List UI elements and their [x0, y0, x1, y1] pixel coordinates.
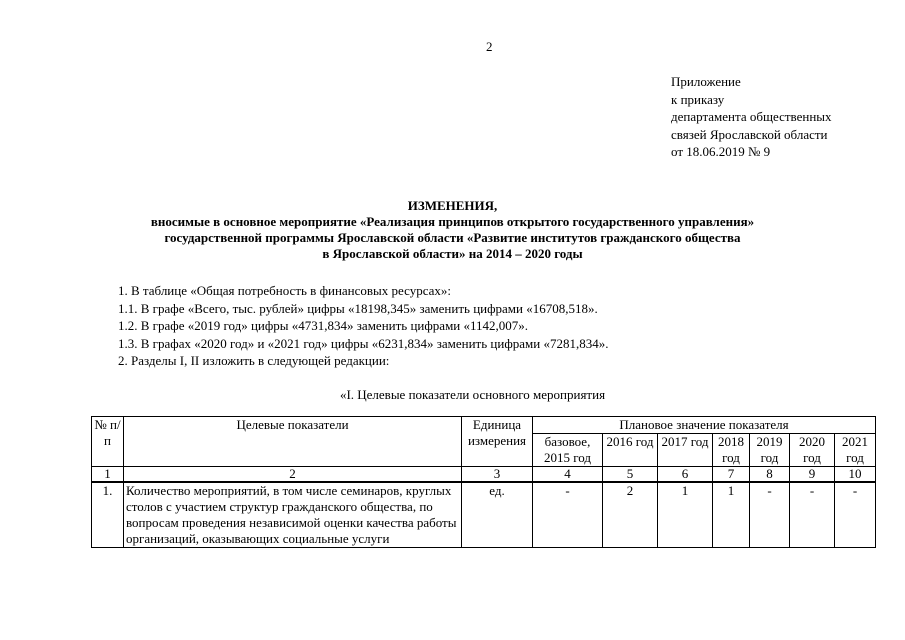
title-line: вносимые в основное мероприятие «Реализация принципов открытого государственного управления» — [150, 214, 755, 229]
row-value: 2 — [603, 482, 658, 548]
col-number: 9 — [790, 467, 835, 483]
header-year: 2018 год — [713, 434, 750, 467]
title-line: государственной программы Ярославской области «Развитие институтов гражданского общества — [164, 230, 741, 245]
row-num: 1. — [92, 482, 124, 548]
header-num: № п/п — [92, 417, 124, 467]
change-item: 1.1. В графе «Всего, тыс. рублей» цифры «18198,345» заменить цифрами «16708,518». — [118, 300, 598, 316]
col-number: 8 — [750, 467, 790, 483]
col-number: 7 — [713, 467, 750, 483]
appendix-block — [671, 73, 832, 161]
row-value: - — [790, 482, 835, 548]
appendix-line: от 18.06.2019 № 9 — [671, 144, 771, 160]
changes-list — [118, 282, 608, 370]
change-item: 1.3. В графах «2020 год» и «2021 год» цифры «6231,834» заменить цифрами «7281,834». — [118, 335, 609, 351]
row-base: - — [533, 482, 603, 548]
appendix-line: связей Ярославской области — [671, 126, 828, 142]
header-year: 2016 год — [603, 434, 658, 467]
indicators-table — [91, 416, 876, 548]
col-number: 4 — [533, 467, 603, 483]
col-number: 3 — [462, 467, 533, 483]
table-header-row — [92, 417, 876, 434]
table-row — [92, 482, 876, 548]
change-item: 1.2. В графе «2019 год» цифры «4731,834» заменить цифрами «1142,007». — [118, 318, 529, 333]
col-number: 5 — [603, 467, 658, 483]
document-title — [0, 198, 905, 262]
header-plan-group: Плановое значение показателя — [533, 417, 876, 434]
page-number: 2 — [486, 39, 493, 54]
row-unit: ед. — [462, 482, 533, 548]
header-indicator: Целевые показатели — [124, 417, 462, 467]
change-item: 2. Разделы I, II изложить в следующей редакции: — [118, 353, 390, 368]
header-year: 2017 год — [658, 434, 713, 467]
row-value: 1 — [713, 482, 750, 548]
change-item: 1. В таблице «Общая потребность в финансовых ресурсах»: — [118, 283, 452, 298]
column-numbers-row — [92, 467, 876, 483]
col-number: 6 — [658, 467, 713, 483]
row-indicator: Количество мероприятий, в том числе семинаров, круглых столов с участием структур гражданского общества, по вопросам проведения независимой оценки качества работы организаций, оказывающих социальные услуги — [124, 482, 462, 548]
appendix-line: Приложение — [671, 74, 741, 89]
header-unit: Единица измерения — [462, 417, 533, 467]
header-year: 2021 год — [835, 434, 876, 467]
title-heading: ИЗМЕНЕНИЯ, — [407, 198, 498, 213]
header-year: 2020 год — [790, 434, 835, 467]
row-value: 1 — [658, 482, 713, 548]
col-number: 1 — [92, 467, 124, 483]
header-year: 2019 год — [750, 434, 790, 467]
col-number: 2 — [124, 467, 462, 483]
section-title: «I. Целевые показатели основного мероприятия — [339, 387, 606, 402]
appendix-line: к приказу — [671, 91, 725, 107]
row-value: - — [835, 482, 876, 548]
col-number: 10 — [835, 467, 876, 483]
title-line: в Ярославской области» на 2014 – 2020 годы — [322, 246, 583, 261]
header-base: базовое, 2015 год — [533, 434, 603, 467]
appendix-line: департамента общественных — [671, 109, 832, 125]
row-value: - — [750, 482, 790, 548]
